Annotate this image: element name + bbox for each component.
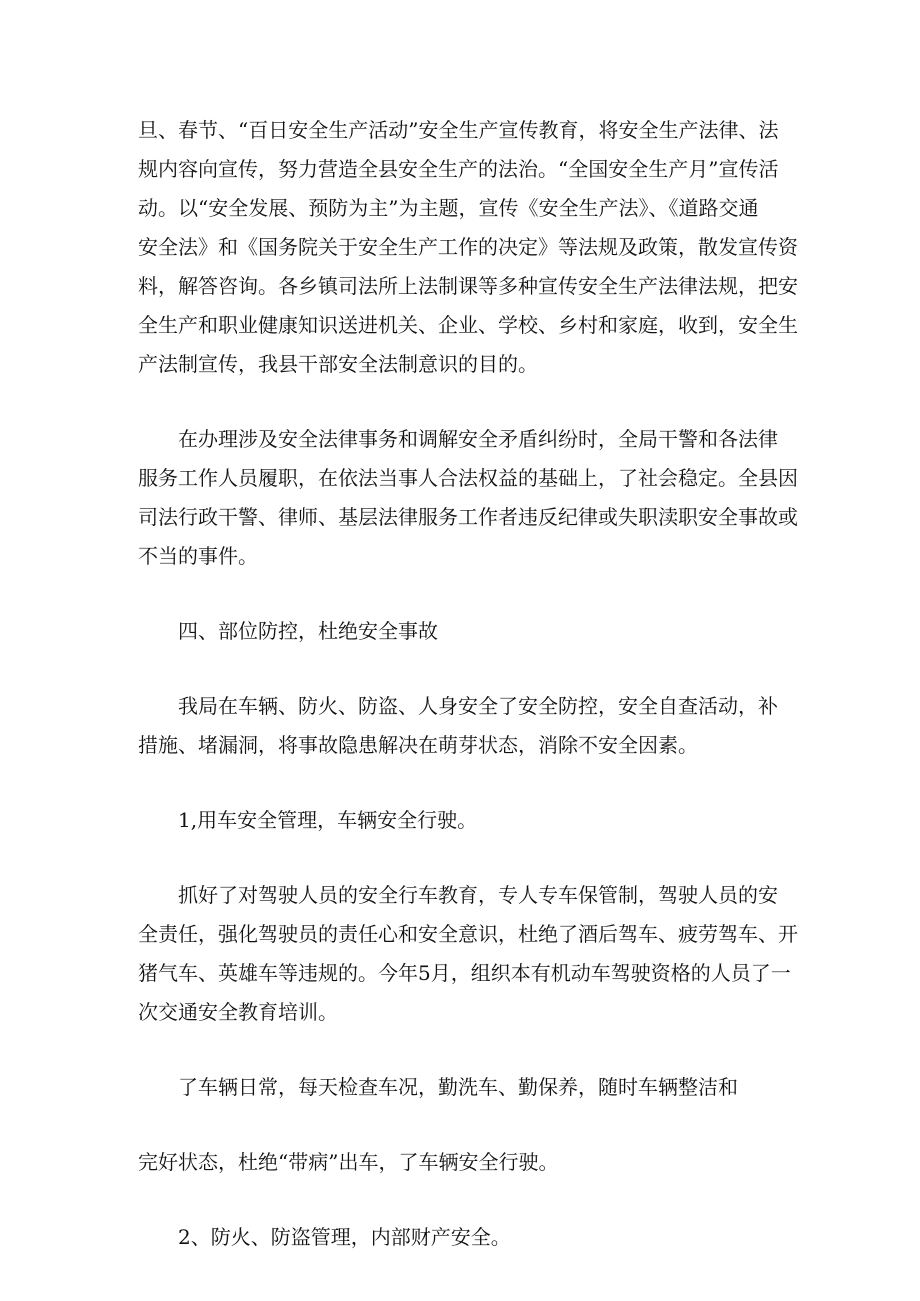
text-line: 安全法》和《国务院关于安全生产工作的决定》等法规及政策，散发宣传资 [138,235,798,259]
text-line: 服务工作人员履职，在依法当事人合法权益的基础上，了社会稳定。全县因 [138,466,798,490]
text-line: 在办理涉及安全法律事务和调解安全矛盾纠纷时，全局干警和各法律 [178,427,778,451]
subsection-heading: 2、防火、防盗管理，内部财产安全。 [178,1225,511,1249]
text-line: 动。以“安全发展、预防为主”为主题，宣传《安全生产法》、《道路交通 [138,196,759,220]
text-line: 司法行政干警、律师、基层法律服务工作者违反纪律或失职渎职安全事故或 [138,505,798,529]
text-line: 措施、堵漏洞，将事故隐患解决在萌芽状态，消除不安全因素。 [138,733,698,757]
text-line: 猪气车、英雄车等违规的。今年5月，组织本有机动车驾驶资格的人员了一 [138,961,791,985]
text-line: 不当的事件。 [138,544,258,568]
text-line: 全责任，强化驾驶员的责任心和安全意识，杜绝了酒后驾车、疲劳驾车、开 [138,922,798,946]
text-line: 次交通安全教育培训。 [138,1000,338,1024]
text-line: 料，解答咨询。各乡镇司法所上法制课等多种宣传安全生产法律法规，把安 [138,274,798,298]
text-line: 全生产和职业健康知识送进机关、企业、学校、乡村和家庭，收到，安全生 [138,313,798,337]
text-line: 旦、春节、“百日安全生产活动”安全生产宣传教育，将安全生产法律、法 [138,118,779,142]
text-line: 我局在车辆、防火、防盗、人身安全了安全防控，安全自查活动，补 [178,694,778,718]
text-line: 抓好了对驾驶人员的安全行车教育，专人专车保管制，驾驶人员的安 [178,883,778,907]
text-line: 完好状态，杜绝“带病”出车，了车辆安全行驶。 [138,1150,559,1174]
section-heading: 四、部位防控，杜绝安全事故 [178,619,438,643]
text-line: 了车辆日常，每天检查车况，勤洗车、勤保养，随时车辆整洁和 [178,1075,738,1099]
subsection-heading: 1,用车安全管理，车辆安全行驶。 [178,808,478,832]
text-line: 产法制宣传，我县干部安全法制意识的目的。 [138,352,538,376]
text-line: 规内容向宣传，努力营造全县安全生产的法治。“全国安全生产月”宣传活 [138,157,779,181]
